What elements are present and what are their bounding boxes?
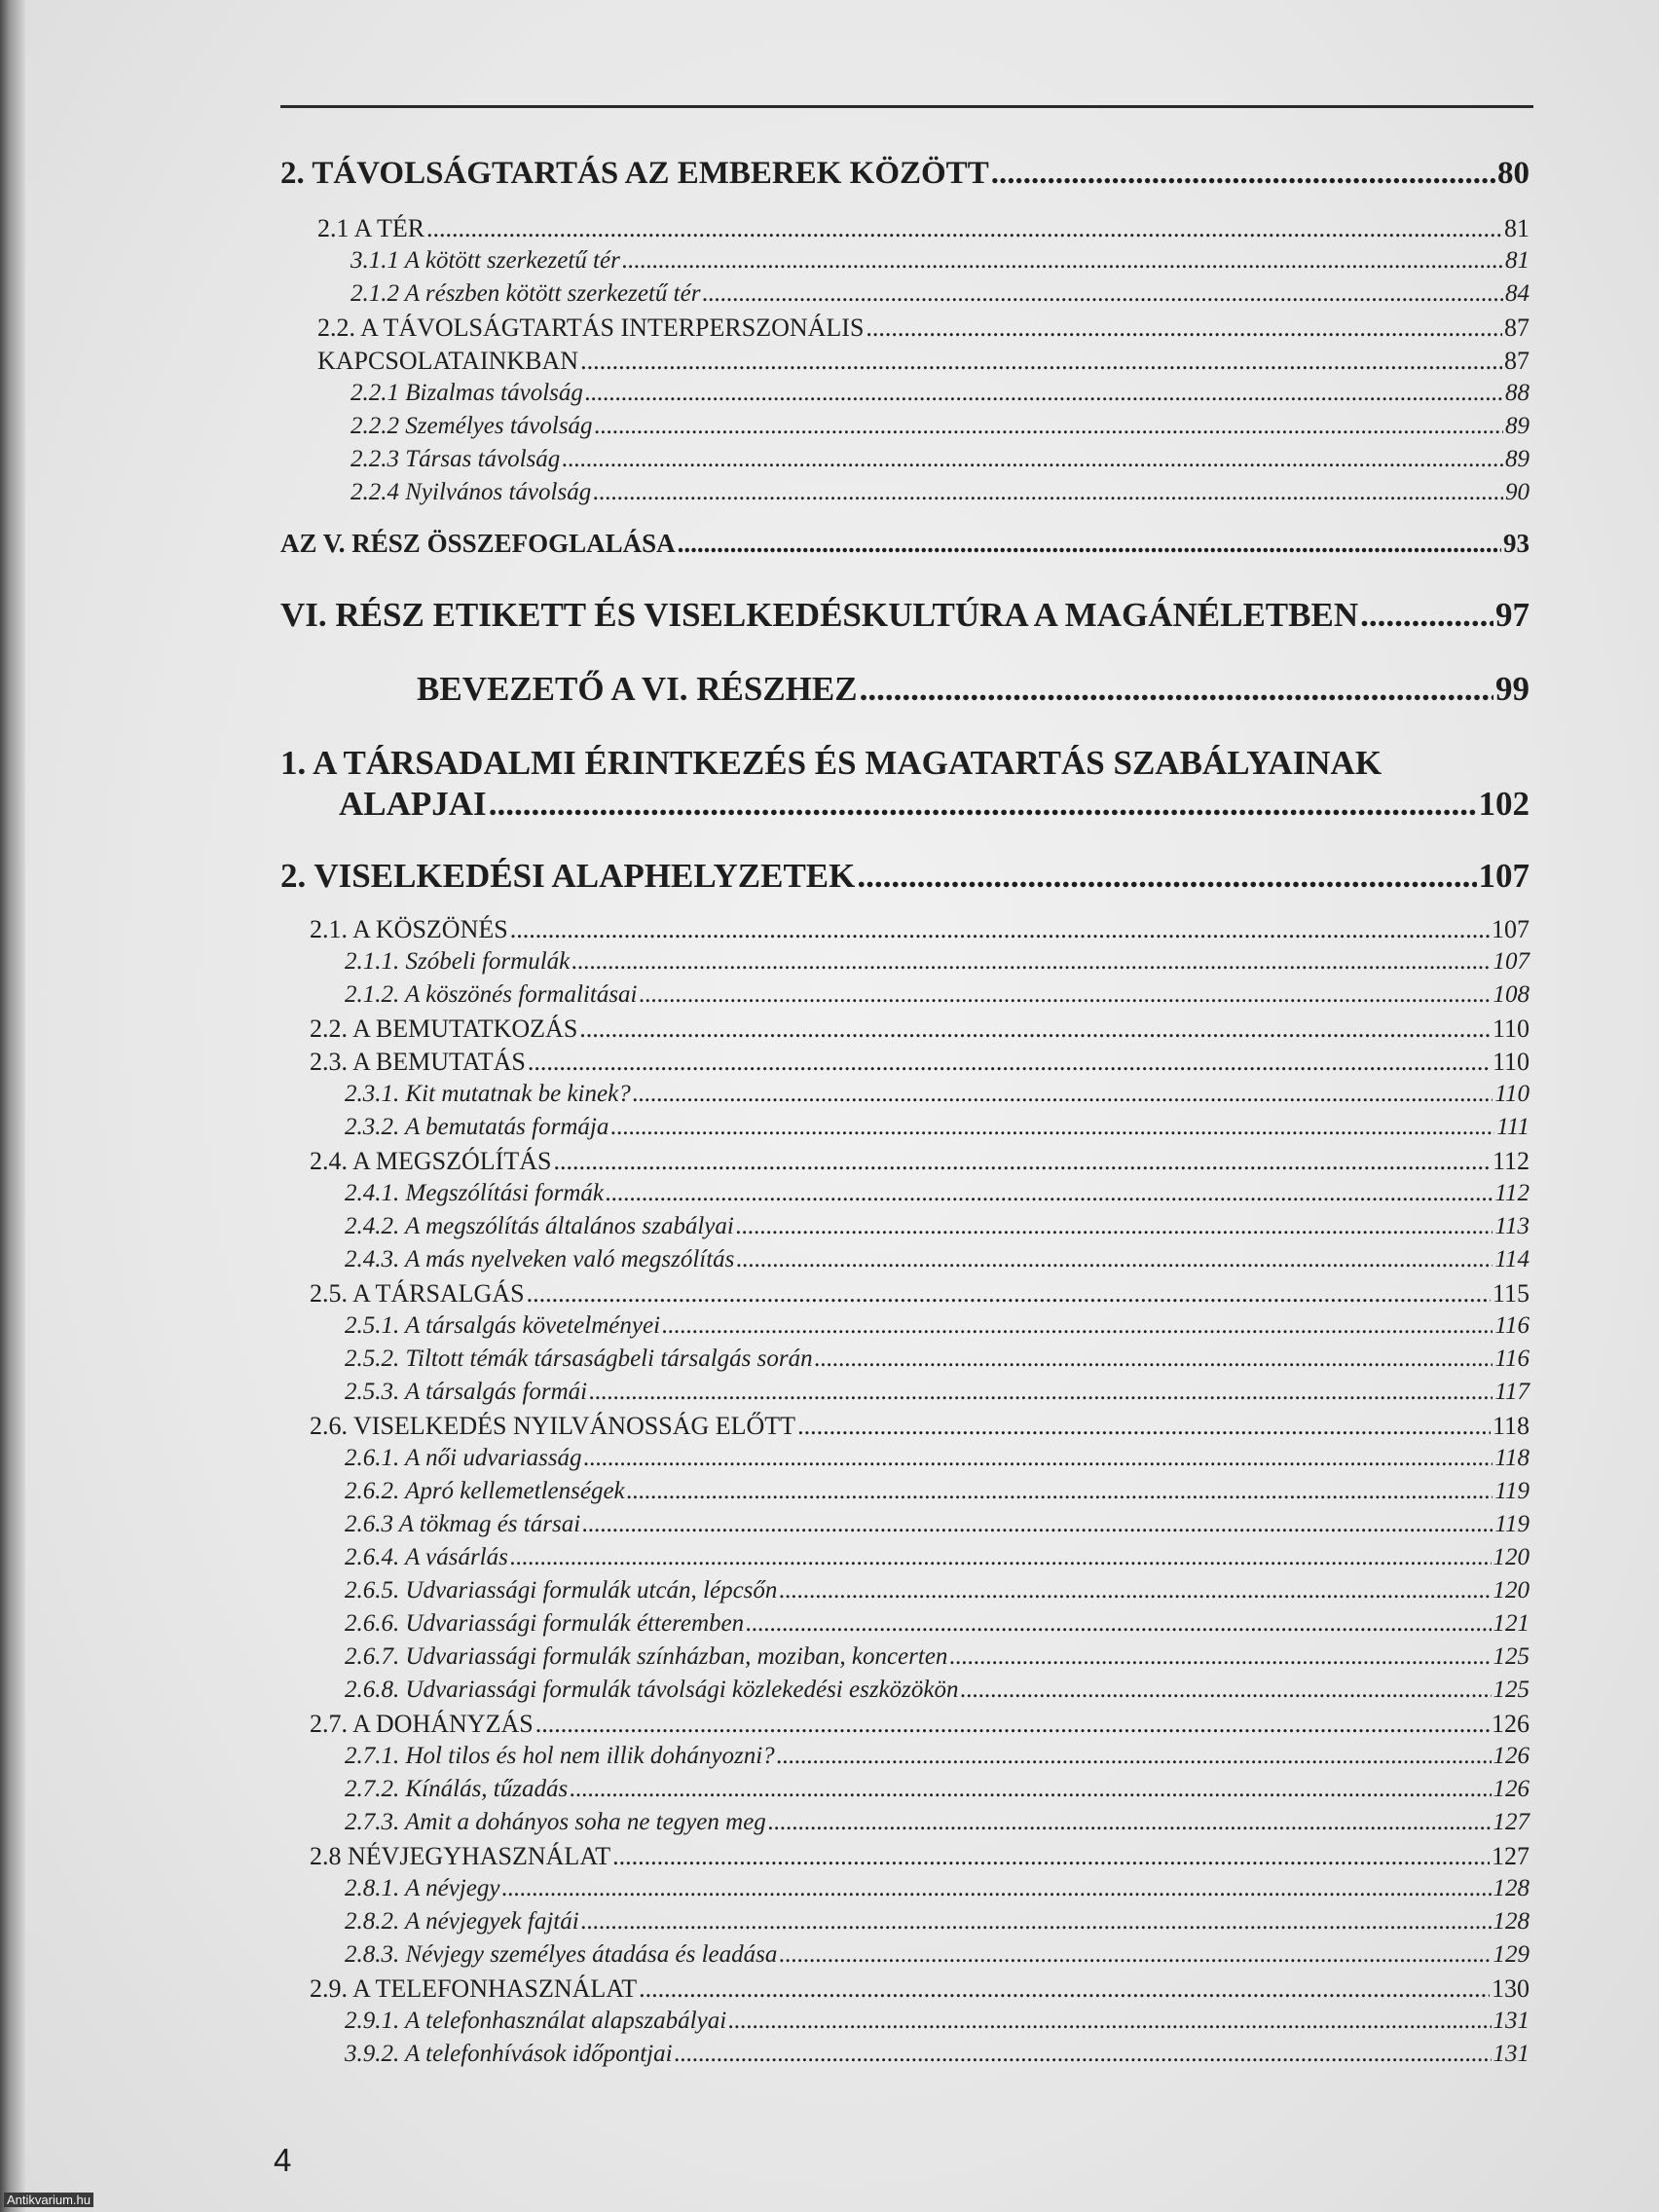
toc-entry-label: 2.6.6. Udvariassági formulák étteremben (345, 1610, 745, 1637)
toc-entry-page: 108 (1493, 981, 1530, 1008)
toc-entry-label: 2.6.2. Apró kellemetlenségek (345, 1478, 625, 1504)
toc-entry-page: 120 (1493, 1577, 1530, 1604)
toc-entry-label: 3.9.2. A telefonhívások időpontjai (345, 2041, 673, 2067)
dot-leader (553, 1147, 1490, 1176)
toc-entry-label: 2.6.4. A vásárlás (345, 1544, 508, 1570)
toc-entry (310, 1048, 1530, 1077)
toc-entry (345, 1677, 1530, 1704)
dot-leader (640, 981, 1492, 1009)
toc-entry (350, 247, 1530, 275)
toc-entry (310, 915, 1530, 944)
dot-leader (639, 1974, 1490, 2004)
toc-entry-page: 110 (1492, 1048, 1530, 1076)
toc-entry-page: 125 (1493, 1643, 1530, 1670)
toc-entry (280, 596, 1530, 635)
toc-entry-label: 2.5. A TÁRSALGÁS (310, 1279, 525, 1308)
toc-entry-page: 126 (1493, 1776, 1530, 1802)
dot-leader (528, 1048, 1491, 1077)
toc-entry (317, 313, 1530, 343)
toc-entry-label: 2.5.2. Tiltott témák társaságbeli társalgás során (345, 1346, 813, 1372)
toc-entry-label: 2.5.1. A társalgás követelményei (345, 1312, 661, 1339)
toc-entry-page: 112 (1494, 1180, 1530, 1206)
toc-entry (310, 1279, 1530, 1309)
dot-leader (779, 1577, 1491, 1604)
dot-leader (527, 1279, 1491, 1309)
dot-leader (581, 1908, 1492, 1936)
dot-leader (510, 915, 1490, 944)
dot-leader (489, 785, 1477, 824)
dot-leader (746, 1610, 1491, 1638)
toc-entry (345, 1875, 1530, 1902)
dot-leader (606, 1180, 1493, 1207)
toc-entry-label: 2.1.1. Szóbeli formulák (345, 948, 571, 975)
toc-entry-label: 2.6. VISELKEDÉS NYILVÁNOSSÁG ELŐTT (310, 1412, 796, 1440)
dot-leader (610, 1114, 1494, 1141)
toc-entry-page: 125 (1493, 1677, 1530, 1703)
toc-entry-page: 131 (1493, 2041, 1530, 2067)
toc-entry-label: 2.8 NÉVJEGYHASZNÁLAT (310, 1842, 611, 1870)
toc-entry (345, 948, 1530, 976)
toc-entry-label: 1. A TÁRSADALMI ÉRINTKEZÉS ÉS MAGATARTÁS SZABÁLYAINAK (280, 744, 1382, 782)
toc-entry-label: KAPCSOLATAINKBAN (317, 347, 579, 375)
toc-entry-page: 107 (1493, 948, 1530, 975)
toc-entry-page: 111 (1496, 1114, 1530, 1140)
toc-entry-page: 120 (1493, 1544, 1530, 1570)
toc-entry-label: 2.1.2. A köszönés formalitásai (345, 981, 638, 1008)
dot-leader (622, 247, 1503, 275)
toc-entry-label: 2.6.5. Udvariassági formulák utcán, lépcsőn (345, 1577, 778, 1604)
toc-entry (345, 2008, 1530, 2035)
toc-entry-page: 107 (1492, 915, 1530, 943)
toc-entry (345, 1213, 1530, 1240)
toc-entry (310, 1412, 1530, 1441)
toc-entry (345, 1180, 1530, 1207)
toc-entry-page: 116 (1494, 1312, 1530, 1339)
toc-entry (350, 413, 1530, 440)
toc-entry-label: 2.6.7. Udvariassági formulák színházban, moziban, koncerten (345, 1643, 948, 1670)
toc-entry-label: VI. RÉSZ ETIKETT ÉS VISELKEDÉSKULTÚRA A MAGÁNÉLETBEN (280, 596, 1359, 634)
toc-entry (350, 479, 1530, 506)
dot-leader (777, 1743, 1492, 1770)
toc-entry-label: 3.1.1 A kötött szerkezetű tér (350, 247, 620, 274)
watermark: Antikvarium.hu (4, 2193, 93, 2207)
dot-leader (579, 1014, 1491, 1044)
toc-entry (345, 1544, 1530, 1571)
dot-leader (960, 1677, 1491, 1704)
toc-entry-label: 2.2.2 Személyes távolság (350, 413, 593, 439)
toc-entry-page: 118 (1494, 1445, 1530, 1471)
toc-entry-page: 119 (1494, 1511, 1530, 1537)
toc-entry-label: 2.5.3. A társalgás formái (345, 1379, 588, 1405)
toc-entry-label: 2.7.3. Amit a dohányos soha ne tegyen meg (345, 1809, 766, 1835)
toc-entry-label: 2.2.4 Nyilvános távolság (350, 479, 592, 505)
dot-leader (612, 1842, 1490, 1871)
toc-entry-page: 121 (1493, 1610, 1530, 1637)
toc-entry (345, 1577, 1530, 1604)
toc-entry (345, 1643, 1530, 1671)
toc-entry-label: 2. VISELKEDÉSI ALAPHELYZETEK (280, 857, 856, 895)
toc-entry (280, 529, 1530, 559)
toc-entry-label: 2.6.3 A tökmag és társai (345, 1511, 581, 1537)
toc-entry (345, 1445, 1530, 1472)
toc-entry-label: 2.7.2. Kínálás, tűzadás (345, 1776, 569, 1802)
toc-entry-page: 81 (1505, 247, 1530, 274)
toc-entry-page: 113 (1494, 1213, 1530, 1239)
dot-leader (675, 2041, 1492, 2068)
dot-leader (768, 1809, 1492, 1836)
toc-entry-page: 128 (1493, 1908, 1530, 1935)
dot-leader (510, 1544, 1492, 1571)
toc-entry (345, 1081, 1530, 1108)
toc-entry (280, 857, 1530, 896)
toc-entry-label: ALAPJAI (339, 785, 487, 823)
toc-entry-page: 126 (1493, 1743, 1530, 1769)
dot-leader (815, 1346, 1493, 1373)
dot-leader (728, 2008, 1491, 2035)
toc-entry (345, 1478, 1530, 1505)
toc-entry-page: 127 (1492, 1842, 1530, 1870)
toc-entry-page: 126 (1492, 1710, 1530, 1738)
toc-entry-page: 110 (1492, 1014, 1530, 1043)
toc-entry-page: 118 (1492, 1412, 1530, 1440)
toc-entry-label: 2.9. A TELEFONHASZNÁLAT (310, 1974, 638, 2003)
toc-entry (345, 1312, 1530, 1340)
dot-leader (595, 413, 1503, 440)
dot-leader (991, 156, 1495, 192)
toc-entry (345, 1941, 1530, 1969)
toc-entry (345, 1809, 1530, 1836)
dot-leader (633, 1081, 1493, 1108)
toc-entry (310, 1147, 1530, 1176)
dot-leader (570, 1776, 1491, 1803)
toc-entry-label: 2.3. A BEMUTATÁS (310, 1048, 526, 1076)
dot-leader (593, 479, 1503, 506)
dot-leader (736, 1213, 1493, 1240)
toc-entry-page: 89 (1505, 413, 1530, 439)
toc-entry-page: 119 (1494, 1478, 1530, 1504)
toc-entry-label: 2.8.1. A névjegy (345, 1875, 500, 1901)
toc-entry (345, 1511, 1530, 1538)
dot-leader (585, 380, 1503, 407)
dot-leader (857, 857, 1476, 896)
toc-entry-label: 2.1. A KÖSZÖNÉS (310, 915, 508, 943)
toc-entry-label: 2.4.2. A megszólítás általános szabályai (345, 1213, 734, 1239)
toc-entry-page: 93 (1503, 529, 1530, 558)
toc-entry-page: 90 (1505, 479, 1530, 505)
dot-leader (580, 347, 1502, 376)
toc-entry (345, 2041, 1530, 2068)
dot-leader (582, 1511, 1493, 1538)
toc-entry-page: 80 (1497, 156, 1530, 191)
toc-entry (345, 1379, 1530, 1406)
toc-entry-page: 129 (1493, 1941, 1530, 1968)
toc-entry (417, 670, 1530, 709)
dot-leader (426, 214, 1502, 243)
toc-entry-page: 81 (1504, 214, 1530, 242)
dot-leader (949, 1643, 1491, 1671)
toc-entry-page: 128 (1493, 1875, 1530, 1901)
toc-entry-label: 2.1.2 A részben kötött szerkezetű tér (350, 280, 701, 307)
toc-entry-label: 2.3.2. A bemutatás formája (345, 1114, 609, 1140)
dot-leader (866, 313, 1502, 343)
toc-entry (310, 1710, 1530, 1739)
dot-leader (797, 1412, 1491, 1441)
toc-entry-label: 2.9.1. A telefonhasználat alapszabályai (345, 2008, 727, 2034)
toc-entry-page: 112 (1492, 1147, 1530, 1175)
toc-entry-label: 2.3.1. Kit mutatnak be kinek? (345, 1081, 631, 1107)
dot-leader (678, 529, 1501, 559)
dot-leader (589, 1379, 1493, 1406)
dot-leader (584, 1445, 1493, 1472)
toc-entry-label: 2.4. A MEGSZÓLÍTÁS (310, 1147, 552, 1175)
toc-entry (345, 1346, 1530, 1373)
dot-leader (860, 670, 1493, 709)
toc-entry-label: 2.7.1. Hol tilos és hol nem illik dohányozni? (345, 1743, 775, 1769)
toc-entry (317, 347, 1530, 376)
toc-entry (345, 1114, 1530, 1141)
toc-entry-label: 2.7. A DOHÁNYZÁS (310, 1710, 534, 1738)
header-rule (280, 105, 1533, 108)
dot-leader (662, 1312, 1493, 1340)
dot-leader (562, 446, 1503, 473)
toc-entry-page: 88 (1505, 380, 1530, 406)
book-spine-shadow (0, 0, 25, 2212)
toc-entry-label: 2.8.2. A névjegyek fajtái (345, 1908, 579, 1935)
toc-entry (310, 1842, 1530, 1871)
toc-entry (310, 1974, 1530, 2004)
toc-entry-page: 114 (1494, 1246, 1530, 1272)
toc-entry-label: 2. TÁVOLSÁGTARTÁS AZ EMBEREK KÖZÖTT (280, 156, 989, 191)
toc-entry-page: 99 (1495, 670, 1530, 708)
toc-entry (350, 280, 1530, 308)
toc-entry-label: 2.6.1. A női udvariasság (345, 1445, 582, 1471)
toc-entry-label: 2.2. A BEMUTATKOZÁS (310, 1014, 578, 1043)
toc-entry-label: 2.1 A TÉR (317, 214, 425, 242)
toc-entry (345, 1776, 1530, 1803)
toc-entry (350, 446, 1530, 473)
toc-entry-label: BEVEZETŐ A VI. RÉSZHEZ (417, 670, 858, 708)
toc-entry-page: 84 (1505, 280, 1530, 307)
toc-entry-page: 87 (1504, 313, 1530, 342)
toc-entry-page: 127 (1493, 1809, 1530, 1835)
dot-leader (702, 280, 1503, 308)
dot-leader (1360, 596, 1493, 635)
dot-leader (571, 948, 1491, 976)
toc-entry (345, 1610, 1530, 1638)
toc-entry-page: 89 (1505, 446, 1530, 472)
toc-entry-page: 97 (1495, 596, 1530, 634)
toc-entry-page: 130 (1492, 1974, 1530, 2003)
toc-entry (350, 380, 1530, 407)
toc-entry-page: 117 (1494, 1379, 1530, 1405)
toc-entry-page: 116 (1494, 1346, 1530, 1372)
toc-entry-label: 2.8.3. Névjegy személyes átadása és leadása (345, 1941, 778, 1968)
dot-leader (736, 1246, 1493, 1273)
toc-entry (280, 156, 1530, 192)
toc-entry-label: 2.2.1 Bizalmas távolság (350, 380, 583, 406)
toc-entry-page: 110 (1494, 1081, 1530, 1107)
toc-entry-label: AZ V. RÉSZ ÖSSZEFOGLALÁSA (280, 529, 676, 558)
dot-leader (627, 1478, 1493, 1505)
toc-entry-label: 2.4.1. Megszólítási formák (345, 1180, 604, 1206)
toc-entry (317, 214, 1530, 243)
toc-entry-label: 2.2. A TÁVOLSÁGTARTÁS INTERPERSZONÁLIS (317, 313, 865, 342)
dot-leader (779, 1941, 1491, 1969)
toc-entry-label: 2.6.8. Udvariassági formulák távolsági közlekedési eszközökön (345, 1677, 959, 1703)
toc-entry-page: 131 (1493, 2008, 1530, 2034)
toc-entry (310, 1014, 1530, 1044)
toc-entry-page: 87 (1504, 347, 1530, 375)
toc-entry (345, 1908, 1530, 1936)
toc-entry (345, 1743, 1530, 1770)
toc-entry-label: 2.4.3. A más nyelveken való megszólítás (345, 1246, 735, 1272)
page-number: 4 (274, 2142, 292, 2178)
toc-entry-page: 102 (1478, 785, 1530, 823)
dot-leader (501, 1875, 1491, 1902)
toc-entry-label: 2.2.3 Társas távolság (350, 446, 561, 472)
toc-entry (345, 981, 1530, 1009)
toc-entry-page: 107 (1478, 857, 1530, 895)
toc-entry-page: 115 (1492, 1279, 1530, 1308)
dot-leader (535, 1710, 1490, 1739)
toc-entry (339, 785, 1530, 824)
toc-entry (345, 1246, 1530, 1273)
